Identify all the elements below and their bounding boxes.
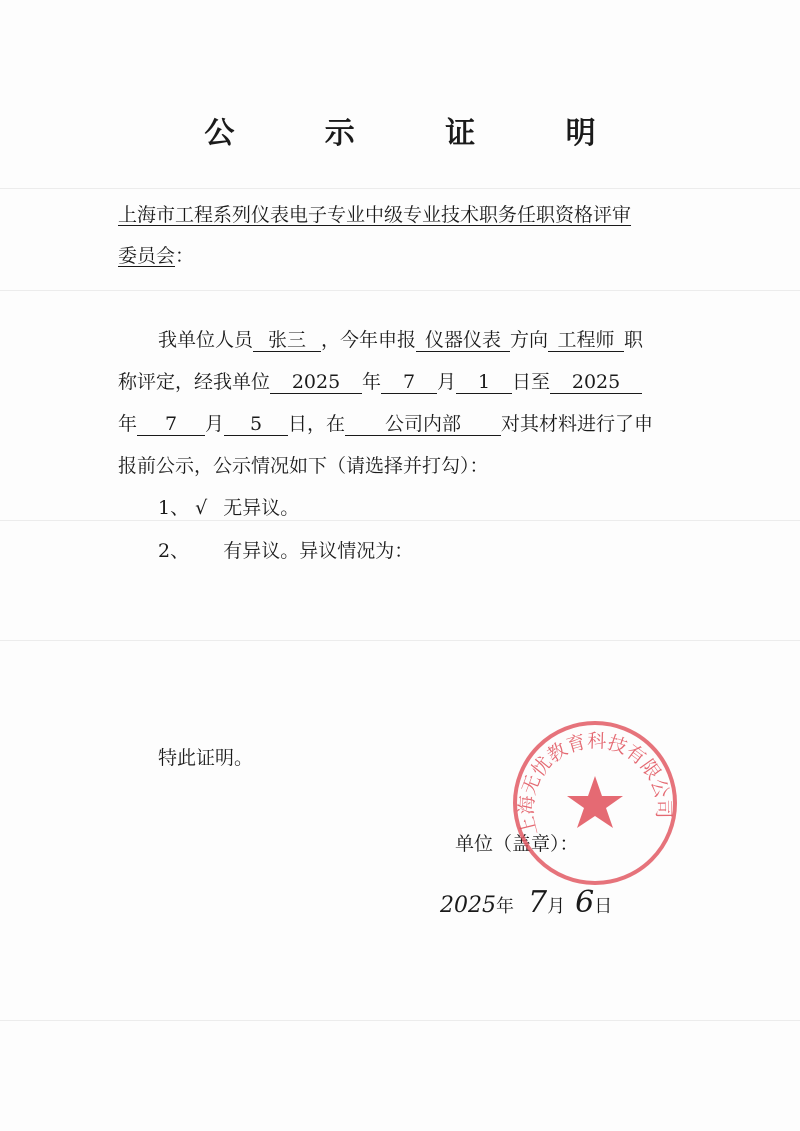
page-title: 公 示 证 明 <box>204 116 636 151</box>
end-day: 5 <box>224 413 288 436</box>
date-month: 7 <box>528 885 548 920</box>
text: 职 <box>624 329 644 351</box>
option-number: 2、 <box>158 540 190 562</box>
option-text: 无异议。 <box>223 497 300 519</box>
date-day: 6 <box>575 885 595 920</box>
body-line-2 <box>118 369 642 395</box>
scan-line <box>0 290 800 291</box>
text: 我单位人员 <box>158 329 254 351</box>
person-name-field: 张三 <box>253 329 321 352</box>
end-year: 2025 <box>550 371 642 394</box>
body-line-4: 报前公示，公示情况如下（请选择并打勾）： <box>118 455 489 477</box>
start-month: 7 <box>381 371 437 394</box>
scan-line <box>0 520 800 521</box>
addressee-colon: ： <box>175 245 195 267</box>
start-year: 2025 <box>270 371 362 394</box>
closing-text: 特此证明。 <box>158 747 254 769</box>
body-line-3 <box>118 411 653 437</box>
addressee-text-2: 委员会 <box>118 245 176 267</box>
title-level: 工程师 <box>548 329 624 352</box>
text: 日至 <box>512 371 551 393</box>
body-line-1 <box>158 327 643 353</box>
text: 方向 <box>510 329 549 351</box>
end-month: 7 <box>137 413 205 436</box>
date-day-char: 日 <box>594 896 613 917</box>
text: ，今年申报 <box>321 329 417 351</box>
date-month-char: 月 <box>547 896 566 917</box>
addressee-line2 <box>118 243 194 269</box>
scan-line <box>0 188 800 189</box>
option-number: 1、 <box>158 497 190 519</box>
handwritten-date <box>440 885 612 920</box>
date-year-char: 年 <box>496 896 514 917</box>
unit-seal-label: 单位（盖章）： <box>455 833 579 855</box>
addressee-text: 上海市工程系列仪表电子专业中级专业技术职务任职资格评审 <box>118 204 632 226</box>
option-objection <box>158 538 413 564</box>
text: 日，在 <box>288 413 346 435</box>
text: 称评定，经我单位 <box>118 371 271 393</box>
scan-line <box>0 1020 800 1021</box>
company-seal <box>510 718 680 888</box>
seal-star-icon <box>567 776 623 828</box>
addressee-line1 <box>118 202 631 228</box>
location: 公司内部 <box>345 413 501 436</box>
text: 月 <box>437 371 457 393</box>
scan-line <box>0 640 800 641</box>
seal-text-path: 上海无忧教育科技有限公司 <box>515 730 675 838</box>
date-year: 2025 <box>440 893 496 918</box>
text: 年 <box>362 371 382 393</box>
option-no-objection <box>158 495 299 521</box>
start-day: 1 <box>456 371 512 394</box>
text: 月 <box>205 413 225 435</box>
check-mark-icon: √ <box>195 497 208 519</box>
text: 对其材料进行了申 <box>501 413 654 435</box>
text: 年 <box>118 413 138 435</box>
option-text: 有异议。异议情况为： <box>223 540 414 562</box>
field-name: 仪器仪表 <box>416 329 510 352</box>
